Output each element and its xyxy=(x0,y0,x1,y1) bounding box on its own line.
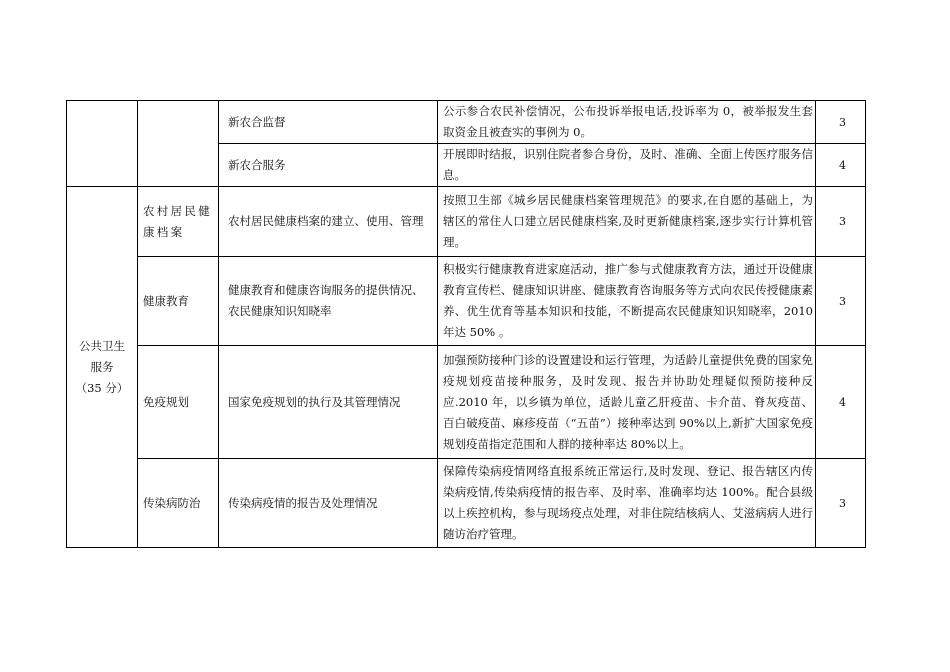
standard-cell xyxy=(441,346,815,458)
score-text: 4 xyxy=(839,395,846,409)
item-cell xyxy=(226,346,436,458)
item-text: 新农合服务 xyxy=(228,157,286,172)
category-cell xyxy=(67,187,137,547)
rule-col1 xyxy=(137,100,138,548)
item-text: 国家免疫规划的执行及其管理情况 xyxy=(228,394,401,409)
score-text: 3 xyxy=(839,496,846,510)
item-cell xyxy=(226,459,436,547)
item-cell xyxy=(226,101,436,143)
rule-bottom xyxy=(66,547,866,548)
item-text: 健康教育和健康咨询服务的提供情况、农民健康知识知晓率 xyxy=(228,283,424,318)
standard-cell xyxy=(441,101,815,143)
score-text: 3 xyxy=(839,115,846,129)
item-cell xyxy=(226,187,436,256)
item-text: 农村居民健康档案的建立、使用、管理 xyxy=(228,214,424,228)
rule-col4 xyxy=(815,100,816,548)
standard-text: 加强预防接种门诊的设置建设和运行管理，为适龄儿童提供免费的国家免疫规划疫苗接种服务，及时发现、报告并协助处理疑似预防接种反应.2010 年，以乡镇为单位，适龄儿童乙肝疫苗、卡介苗、脊灰疫苗、百白破疫苗、麻疹疫苗（“五苗”）接种率达到 90%以上,新扩大国家免疫规划疫苗指定范围和人群的接种率达 80%以上。 xyxy=(443,352,813,451)
category-label-1: 公共卫生 xyxy=(78,338,125,353)
item-text: 新农合监督 xyxy=(228,114,286,129)
standard-cell xyxy=(441,257,815,345)
evaluation-table xyxy=(66,100,866,548)
standard-cell xyxy=(441,144,815,186)
standard-text: 保障传染病疫情网络直报系统正常运行,及时发现、登记、报告辖区内传染病疫情,传染病疫情的报告率、及时率、准确率均达 100%。配合县级以上疾控机构，参与现场疫点处理，对非住院结核病人、艾滋病病人进行随访治疗管理。 xyxy=(443,464,813,541)
score-cell xyxy=(819,101,866,143)
item-cell xyxy=(226,144,436,186)
standard-cell xyxy=(441,459,815,547)
score-cell xyxy=(819,459,866,547)
score-cell xyxy=(819,187,866,256)
standard-text: 开展即时结报，识别住院者参合身份，及时、准确、全面上传医疗服务信息。 xyxy=(443,147,813,182)
score-cell xyxy=(819,257,866,345)
score-text: 3 xyxy=(839,215,846,228)
standard-text: 积极实行健康教育进家庭活动，推广参与式健康教育方法，通过开设健康教育宣传栏、健康知识讲座、健康教育咨询服务等方式向农民传授健康素养、优生优育等基本知识和技能，不断提高农民健康知识知晓率，2010 年达 50% 。 xyxy=(443,262,813,339)
subcategory-cell xyxy=(141,257,219,345)
subcategory-text: 农村居民健康档案 xyxy=(143,203,212,239)
score-text: 3 xyxy=(839,294,846,308)
subcategory-text: 健康教育 xyxy=(143,293,189,308)
subcategory-text: 免疫规划 xyxy=(143,394,189,409)
rule-col3 xyxy=(437,100,438,548)
score-text: 4 xyxy=(839,158,846,172)
item-cell xyxy=(226,257,436,345)
standard-text: 公示参合农民补偿情况，公布投诉举报电话,投诉率为 0，被举报发生套取资金且被查实的事例为 0。 xyxy=(443,104,813,139)
score-cell xyxy=(819,346,866,458)
subcategory-cell xyxy=(141,187,219,256)
subcategory-cell xyxy=(141,459,219,547)
score-cell xyxy=(819,144,866,186)
standard-text: 按照卫生部《城乡居民健康档案管理规范》的要求,在自愿的基础上，为辖区的常住人口建立居民健康档案,及时更新健康档案,逐步实行计算机管理。 xyxy=(443,193,813,249)
category-score: （35 分） xyxy=(75,380,129,395)
subcategory-text: 传染病防治 xyxy=(143,495,201,510)
subcategory-cell xyxy=(141,346,219,458)
standard-cell xyxy=(441,187,815,256)
category-label-2: 服务 xyxy=(90,359,114,374)
item-text: 传染病疫情的报告及处理情况 xyxy=(228,495,378,510)
